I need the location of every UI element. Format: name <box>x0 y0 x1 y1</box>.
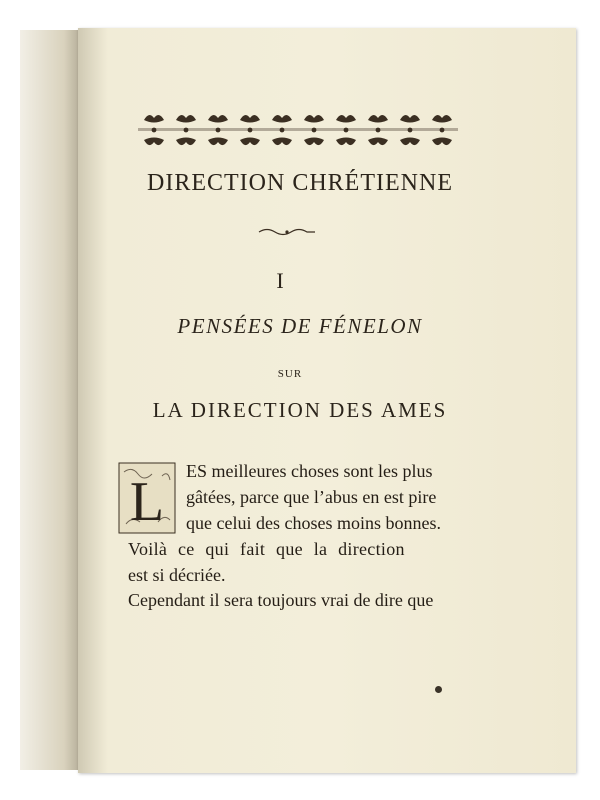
body-line-3: que celui des choses moins bonnes. <box>186 513 441 533</box>
subtitle: PENSÉES DE FÉNELON <box>177 314 423 338</box>
body-line-2: gâtées, parce que l’abus en est pire <box>186 487 437 507</box>
dropcap-initial-icon <box>118 462 176 534</box>
ink-spot <box>435 686 442 693</box>
flourish-icon <box>257 226 317 238</box>
body-line-1: ES meilleures choses sont les plus <box>186 461 433 481</box>
page-title: DIRECTION CHRÉTIENNE <box>147 170 453 196</box>
body-line-4: Voilà ce qui fait que la direction <box>128 539 405 559</box>
body-line-6: Cependant il sera toujours vrai de dire que <box>128 590 434 610</box>
section-heading: LA DIRECTION DES AMES <box>152 398 448 422</box>
body-line-5: est si décriée. <box>128 565 226 585</box>
fleuron-headpiece-icon <box>138 106 458 154</box>
connector-word: SUR <box>277 368 303 380</box>
section-number: I <box>276 268 284 293</box>
svg-text:L: L <box>129 471 165 533</box>
